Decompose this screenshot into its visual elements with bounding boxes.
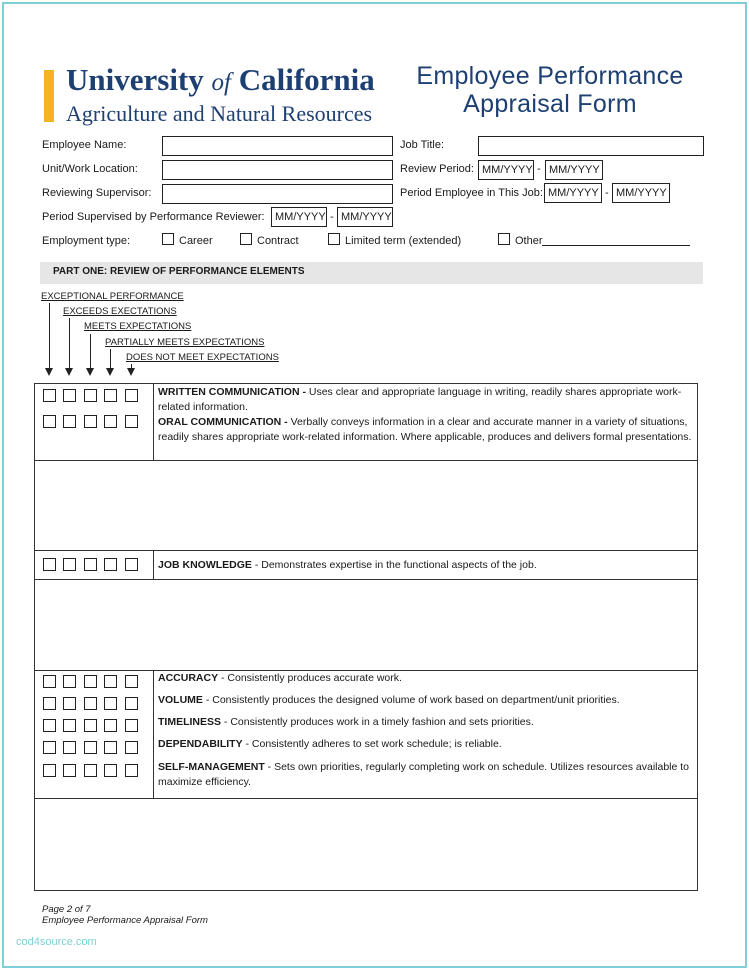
table-column-divider <box>153 670 154 798</box>
table-divider <box>34 798 698 799</box>
table-column-divider <box>153 550 154 579</box>
contract-label: Contract <box>257 235 299 247</box>
oral-rating-meets-checkbox[interactable] <box>84 415 97 428</box>
org-name: University of California <box>66 62 375 97</box>
volume-rating-partially-checkbox[interactable] <box>104 697 117 710</box>
employee-name-label: Employee Name: <box>42 139 127 151</box>
part-one-title: PART ONE: REVIEW OF PERFORMANCE ELEMENTS <box>53 266 305 277</box>
job-knowledge-comments-area[interactable] <box>36 581 696 668</box>
other-write-in-line[interactable] <box>542 245 690 246</box>
volume-rating-meets-checkbox[interactable] <box>84 697 97 710</box>
timeliness-rating-meets-checkbox[interactable] <box>84 719 97 732</box>
accuracy-rating-exceeds-checkbox[interactable] <box>63 675 76 688</box>
review-period-start-field[interactable]: MM/YYYY <box>478 160 534 180</box>
written-rating-partially-checkbox[interactable] <box>104 389 117 402</box>
org-division: Agriculture and Natural Resources <box>66 101 373 126</box>
table-divider <box>34 460 698 461</box>
scale-label-meets: MEETS EXPECTATIONS <box>84 321 192 332</box>
scale-line-partially-meets <box>110 349 111 368</box>
period-in-job-end-field[interactable]: MM/YYYY <box>612 183 670 203</box>
period-supervised-start-field[interactable]: MM/YYYY <box>271 207 327 227</box>
employee-name-field[interactable] <box>162 136 393 156</box>
job-rating-exceptional-checkbox[interactable] <box>43 558 56 571</box>
job-rating-meets-checkbox[interactable] <box>84 558 97 571</box>
job-rating-does-not-meet-checkbox[interactable] <box>125 558 138 571</box>
other-checkbox[interactable] <box>498 233 510 245</box>
scale-line-exceeds <box>69 318 70 368</box>
oral-rating-exceptional-checkbox[interactable] <box>43 415 56 428</box>
productivity-comments-area[interactable] <box>36 800 696 889</box>
dependability-text: DEPENDABILITY - Consistently adheres to set work schedule; is reliable. <box>158 738 502 750</box>
arrow-down-icon <box>86 368 94 376</box>
written-rating-meets-checkbox[interactable] <box>84 389 97 402</box>
arrow-down-icon <box>106 368 114 376</box>
self-management-rating-does-not-meet-checkbox[interactable] <box>125 764 138 777</box>
self-management-text: SELF-MANAGEMENT - Sets own priorities, regularly completing work on schedule. Utilizes resources available to maximize efficiency. <box>158 761 690 788</box>
oral-communication-text: ORAL COMMUNICATION - Verbally conveys information in a clear and accurate manner in a variety of situations, readily shares appropriate work-related information. Where applicable, produces and delivers formal presentations. <box>158 416 692 443</box>
scale-label-does-not-meet: DOES NOT MEET EXPECTATIONS <box>126 352 279 363</box>
accuracy-rating-does-not-meet-checkbox[interactable] <box>125 675 138 688</box>
accuracy-rating-exceptional-checkbox[interactable] <box>43 675 56 688</box>
period-supervised-label: Period Supervised by Performance Reviewer: <box>42 211 265 223</box>
reviewing-supervisor-field[interactable] <box>162 184 393 204</box>
review-period-label: Review Period: <box>400 163 474 175</box>
scale-label-partially-meets: PARTIALLY MEETS EXPECTATIONS <box>105 337 265 348</box>
table-divider <box>34 579 698 580</box>
job-title-field[interactable] <box>478 136 704 156</box>
accuracy-text: ACCURACY - Consistently produces accurate work. <box>158 672 402 684</box>
form-title: Employee Performance Appraisal Form <box>416 62 684 118</box>
job-rating-exceeds-checkbox[interactable] <box>63 558 76 571</box>
dependability-rating-does-not-meet-checkbox[interactable] <box>125 741 138 754</box>
accuracy-rating-partially-checkbox[interactable] <box>104 675 117 688</box>
arrow-down-icon <box>127 368 135 376</box>
table-column-divider <box>153 383 154 460</box>
period-in-job-dash: - <box>605 187 609 199</box>
communication-comments-area[interactable] <box>36 462 696 548</box>
oral-rating-partially-checkbox[interactable] <box>104 415 117 428</box>
footer-form-name: Employee Performance Appraisal Form <box>42 915 208 926</box>
period-in-job-start-field[interactable]: MM/YYYY <box>544 183 602 203</box>
arrow-down-icon <box>65 368 73 376</box>
career-label: Career <box>179 235 213 247</box>
dependability-rating-exceeds-checkbox[interactable] <box>63 741 76 754</box>
watermark: cod4source.com <box>16 936 97 948</box>
table-divider <box>34 550 698 551</box>
volume-rating-exceeds-checkbox[interactable] <box>63 697 76 710</box>
job-title-label: Job Title: <box>400 139 445 151</box>
dependability-rating-exceptional-checkbox[interactable] <box>43 741 56 754</box>
timeliness-rating-does-not-meet-checkbox[interactable] <box>125 719 138 732</box>
oral-rating-exceeds-checkbox[interactable] <box>63 415 76 428</box>
unit-location-label: Unit/Work Location: <box>42 163 138 175</box>
self-management-rating-exceeds-checkbox[interactable] <box>63 764 76 777</box>
review-period-end-field[interactable]: MM/YYYY <box>545 160 603 180</box>
timeliness-rating-exceeds-checkbox[interactable] <box>63 719 76 732</box>
accuracy-rating-meets-checkbox[interactable] <box>84 675 97 688</box>
scale-line-meets <box>90 334 91 368</box>
scale-line-exceptional <box>49 303 50 368</box>
unit-location-field[interactable] <box>162 160 393 180</box>
job-knowledge-text: JOB KNOWLEDGE - Demonstrates expertise in the functional aspects of the job. <box>158 559 537 571</box>
arrow-down-icon <box>45 368 53 376</box>
written-rating-exceeds-checkbox[interactable] <box>63 389 76 402</box>
timeliness-text: TIMELINESS - Consistently produces work in a timely fashion and sets priorities. <box>158 716 534 728</box>
period-supervised-dash: - <box>330 211 334 223</box>
written-rating-does-not-meet-checkbox[interactable] <box>125 389 138 402</box>
scale-label-exceptional: EXCEPTIONAL PERFORMANCE <box>41 291 184 302</box>
page-number: Page 2 of 7 <box>42 904 91 915</box>
part-one-header <box>40 262 703 284</box>
volume-text: VOLUME - Consistently produces the designed volume of work based on department/unit priorities. <box>158 694 620 706</box>
employment-type-label: Employment type: <box>42 235 131 247</box>
job-rating-partially-checkbox[interactable] <box>104 558 117 571</box>
dependability-rating-partially-checkbox[interactable] <box>104 741 117 754</box>
other-label: Other <box>515 235 543 247</box>
volume-rating-does-not-meet-checkbox[interactable] <box>125 697 138 710</box>
written-communication-text: WRITTEN COMMUNICATION - Uses clear and appropriate language in writing, readily shares appropriate work-related information. <box>158 386 682 413</box>
limited-term-checkbox[interactable] <box>328 233 340 245</box>
period-in-job-label: Period Employee in This Job: <box>400 187 543 199</box>
self-management-rating-meets-checkbox[interactable] <box>84 764 97 777</box>
timeliness-rating-exceptional-checkbox[interactable] <box>43 719 56 732</box>
contract-checkbox[interactable] <box>240 233 252 245</box>
timeliness-rating-partially-checkbox[interactable] <box>104 719 117 732</box>
dependability-rating-meets-checkbox[interactable] <box>84 741 97 754</box>
career-checkbox[interactable] <box>162 233 174 245</box>
oral-rating-does-not-meet-checkbox[interactable] <box>125 415 138 428</box>
review-period-dash: - <box>537 163 541 175</box>
scale-label-exceeds: EXCEEDS EXECTATIONS <box>63 306 177 317</box>
limited-term-label: Limited term (extended) <box>345 235 462 247</box>
self-management-rating-partially-checkbox[interactable] <box>104 764 117 777</box>
volume-rating-exceptional-checkbox[interactable] <box>43 697 56 710</box>
reviewing-supervisor-label: Reviewing Supervisor: <box>42 187 152 199</box>
logo-gold-bar <box>44 70 54 122</box>
self-management-rating-exceptional-checkbox[interactable] <box>43 764 56 777</box>
period-supervised-end-field[interactable]: MM/YYYY <box>337 207 393 227</box>
written-rating-exceptional-checkbox[interactable] <box>43 389 56 402</box>
